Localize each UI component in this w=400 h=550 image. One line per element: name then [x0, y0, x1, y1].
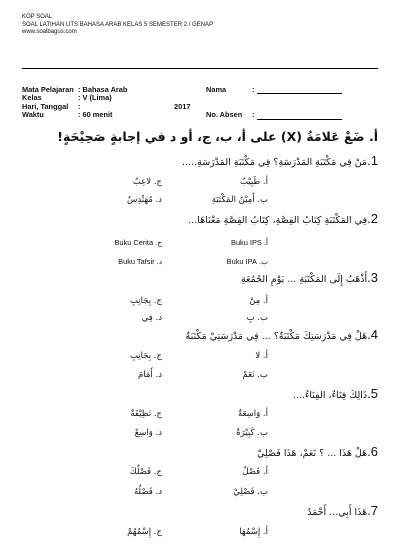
nama-colon: :	[252, 85, 255, 94]
hari-value: :	[78, 101, 81, 111]
option-b[interactable]: ب. أَمِيْنُ المَكْتَبَةِ	[211, 195, 268, 205]
kelas-value: : V (Lima)	[78, 93, 112, 103]
question-2	[188, 211, 378, 226]
option-c[interactable]: ج. إِسْمُهُمْ	[127, 527, 162, 537]
option-b[interactable]: ب. فَصْلِيْ	[233, 487, 268, 497]
question-number: 4.	[367, 327, 378, 342]
mapel-value: : Bahasa Arab	[78, 85, 128, 94]
student-info-right	[206, 86, 386, 120]
question-7	[307, 503, 378, 518]
question-number: 2.	[367, 211, 378, 226]
option-a[interactable]: أ. طَبِيْبٌ	[239, 177, 268, 187]
option-b[interactable]: ب. كَبِيْرَةٌ	[236, 428, 268, 438]
absen-field[interactable]	[257, 113, 342, 120]
kelas-label: Kelas	[22, 93, 42, 103]
option-a[interactable]: أ. وَاسِعَةٌ	[237, 409, 268, 419]
question-text: مَنْ فِي مَكْتَبَةِ المَدْرَسَةِ؟ فِي مَكْتَبَةِ المَدْرَسَةِ.....	[182, 157, 368, 168]
question-3	[241, 270, 378, 285]
mapel-label: Mata Pelajaran	[22, 85, 74, 94]
instruction: أ. ضَعْ عَلامَةُ (X) على أ، ب، ج، أو د في إجابةٍ صَحِيْحَةٍ!	[57, 129, 378, 144]
question-text: هَلْ فِي مَدْرَسَتِكَ مَكْتَبَةٌ؟ ... فِي مَدْرَسَتِيْ مَكْتَبَةٌ	[185, 331, 368, 342]
year-value: 2017	[174, 101, 191, 111]
question-text: هَلْ هَذَا ... ؟ نَعَمْ، هَذَا فَصْلِيْ	[256, 448, 368, 459]
question-number: 1.	[367, 153, 378, 168]
option-d[interactable]: د. فِي	[141, 313, 162, 323]
option-b[interactable]: ب. نَعَمْ	[242, 370, 268, 380]
option-d[interactable]: د. وَاسِعٌ	[134, 428, 162, 438]
question-1	[182, 153, 378, 168]
document-title: SOAL LATIHAN UTS BAHASA ARAB KELAS 5 SEMESTER 2 / GENAP	[22, 21, 214, 28]
question-number: 6.	[367, 444, 378, 459]
question-number: 5.	[367, 386, 378, 401]
option-d[interactable]: د. أَمَامَ	[138, 370, 162, 380]
question-text: فِي المَكْتَبَةِ كِتَابُ القِصَّةِ، كِتَابُ القِصَّةِ مَعْنَاهَا...	[188, 215, 368, 226]
option-d[interactable]: د. مُهَنْدِسٌ	[126, 195, 162, 205]
document-header	[22, 14, 213, 37]
nama-label: Nama	[206, 85, 227, 94]
question-6	[257, 444, 378, 459]
option-a[interactable]: أ. إِسْمُهَا	[239, 527, 268, 537]
student-info-left	[22, 86, 222, 120]
waktu-label: Waktu	[22, 110, 44, 120]
question-number: 3.	[367, 270, 378, 285]
option-a[interactable]: أ. مِنْ	[249, 296, 268, 306]
question-number: 7.	[367, 503, 378, 518]
option-c[interactable]: ج. بِجَانِبِ	[129, 351, 162, 361]
website: www.soalbagus.com	[22, 29, 77, 35]
option-b[interactable]: ب. بِ	[246, 313, 268, 323]
option-b[interactable]: ب. Buku IPA	[226, 257, 268, 266]
option-c[interactable]: ج. Buku Cerita	[114, 238, 162, 247]
option-c[interactable]: ج. نَظِيْفَةٌ	[130, 409, 162, 419]
question-text: هَذَا أَبِي... أَحْمَدُ	[307, 507, 368, 518]
option-a[interactable]: أ. Buku IPS	[231, 238, 268, 247]
absen-label: No. Absen	[206, 110, 243, 120]
question-text: ذَالِكَ فِنَاءٌ، الفِنَاءُ....	[292, 390, 368, 401]
absen-colon: :	[252, 110, 255, 120]
option-a[interactable]: أ. لا	[255, 351, 268, 361]
nama-field[interactable]	[257, 87, 342, 94]
option-c[interactable]: ج. بِجَانِبِ	[129, 296, 162, 306]
option-d[interactable]: د. فَصْلُهُ	[134, 487, 162, 497]
option-a[interactable]: أ. فَصْلٌ	[242, 467, 268, 477]
waktu-value: : 60 menit	[78, 110, 113, 120]
question-4	[186, 327, 378, 342]
question-text: أَذْهَبُ إِلَى المَكْتَبَةِ ... يَوْمِ الجُمُعَةِ	[240, 274, 368, 285]
option-d[interactable]: د. Buku Tafsir	[118, 257, 162, 266]
question-5	[293, 386, 378, 401]
option-c[interactable]: ج. فَصْلُكَ	[129, 467, 162, 477]
kop-label: KOP SOAL	[22, 14, 53, 20]
hari-label: Hari, Tanggal	[22, 101, 69, 111]
option-c[interactable]: ج. لاعِبٌ	[132, 177, 162, 187]
header-divider	[22, 68, 378, 69]
